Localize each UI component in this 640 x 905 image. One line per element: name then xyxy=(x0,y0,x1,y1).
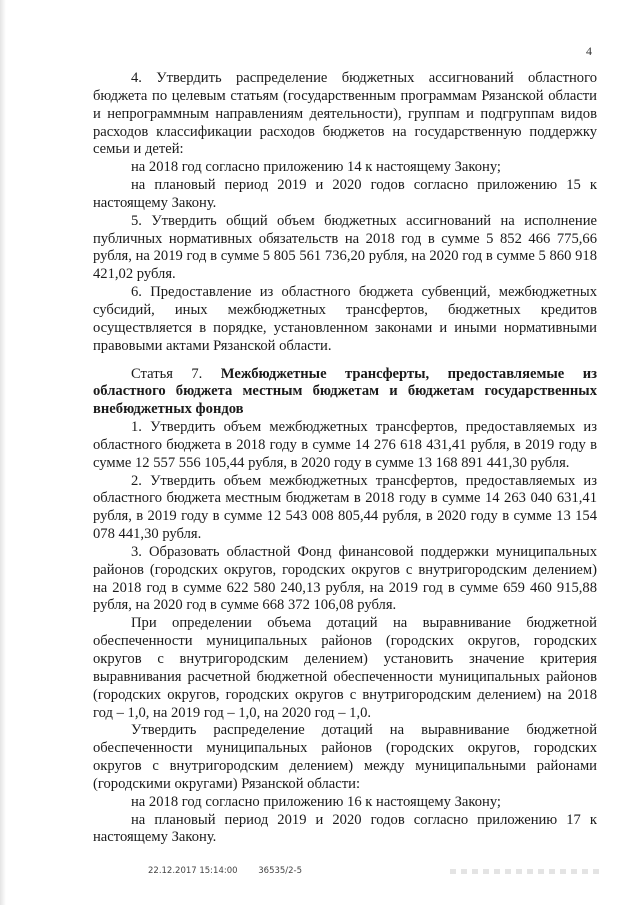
scan-edge xyxy=(0,0,6,905)
paragraph-item-4: 4. Утвердить распределение бюджетных ассигнований областного бюджета по целевым статьям (государственным программам Рязанской области и непрограммным направлениям деятельности), группам и подгруппам видов расходов классификации расходов бюджетов на государственную поддержку семьи и детей: xyxy=(93,70,597,158)
paragraph-appendix-14: на 2018 год согласно приложению 14 к настоящему Закону; xyxy=(131,159,501,176)
paragraph-appendix-15: на плановый период 2019 и 2020 годов согласно приложению 15 к настоящему Закону. xyxy=(93,177,597,211)
article-heading xyxy=(93,366,597,420)
article-paragraph-2: 2. Утвердить объем межбюджетных трансфертов, предоставляемых из областного бюджета местным бюджетам в 2018 году в сумме 14 263 040 631,41 рубля, в 2019 году в сумме 12 543 008 805,44 рубля, в 2020 году в сумме 13 154 078 441,30 рубля. xyxy=(93,472,597,543)
article-label: Статья 7. xyxy=(131,365,203,382)
paragraph-item-6: 6. Предоставление из областного бюджета субвенций, межбюджетных субсидий, иных межбюджетных трансфертов, бюджетных кредитов осуществляется в порядке, установленном законами и иными нормативными правовыми актами Рязанской области. xyxy=(93,284,597,354)
article-paragraph-appendix-17: на плановый период 2019 и 2020 годов согласно приложению 17 к настоящему Закону. xyxy=(93,811,597,846)
page-number: 4 xyxy=(586,44,592,58)
article-paragraph-appendix-16: на 2018 год согласно приложению 16 к настоящему Закону; xyxy=(131,793,501,810)
footer-timestamp: 22.12.2017 15:14:00 xyxy=(148,866,238,876)
article-title: Межбюджетные трансферты, предоставляемые из областного бюджета местным бюджетам и бюджетам государственных внебюджетных фондов xyxy=(93,365,597,418)
document-body xyxy=(93,70,597,847)
article-paragraph-3: 3. Образовать областной Фонд финансовой поддержки муниципальных районов (городских округов, городских округов с внутригородским делением) на 2018 год в сумме 622 580 240,13 рубля, на 2019 год в сумме 659 460 915,88 рубля, на 2020 год в сумме 668 372 106,08 рубля. xyxy=(93,543,597,614)
article-paragraph-criterion: При определении объема дотаций на выравнивание бюджетной обеспеченности муниципальных районов (городских округов, городских округов с внутригородским делением) установить значение критерия выравнивания расчетной бюджетной обеспеченности муниципальных районов (городских округов, городских округов с внутригородским делением) на 2018 год – 1,0, на 2019 год – 1,0, на 2020 год – 1,0. xyxy=(93,615,597,721)
article-paragraph-distribution: Утвердить распределение дотаций на выравнивание бюджетной обеспеченности муниципальных районов (городских округов, городских округов с внутригородским делением) между муниципальными районами (городскими округами) Рязанской области: xyxy=(93,722,597,792)
footer xyxy=(148,866,302,876)
footer-doc-code: 36535/2-5 xyxy=(258,866,303,876)
paragraph-item-5: 5. Утвердить общий объем бюджетных ассигнований на исполнение публичных нормативных обязательств на 2018 год в сумме 5 852 466 775,66 рубля, на 2019 год в сумме 5 805 561 736,20 рубля, на 2020 год в сумме 5 860 918 421,02 рубля. xyxy=(93,212,597,283)
scan-artifact xyxy=(450,869,600,874)
article-paragraph-1: 1. Утвердить объем межбюджетных трансфертов, предоставляемых из областного бюджета в 2018 году в сумме 14 276 618 431,41 рубля, в 2019 году в сумме 12 557 556 105,44 рубля, в 2020 году в сумме 13 168 891 441,30 рубля. xyxy=(93,419,597,471)
